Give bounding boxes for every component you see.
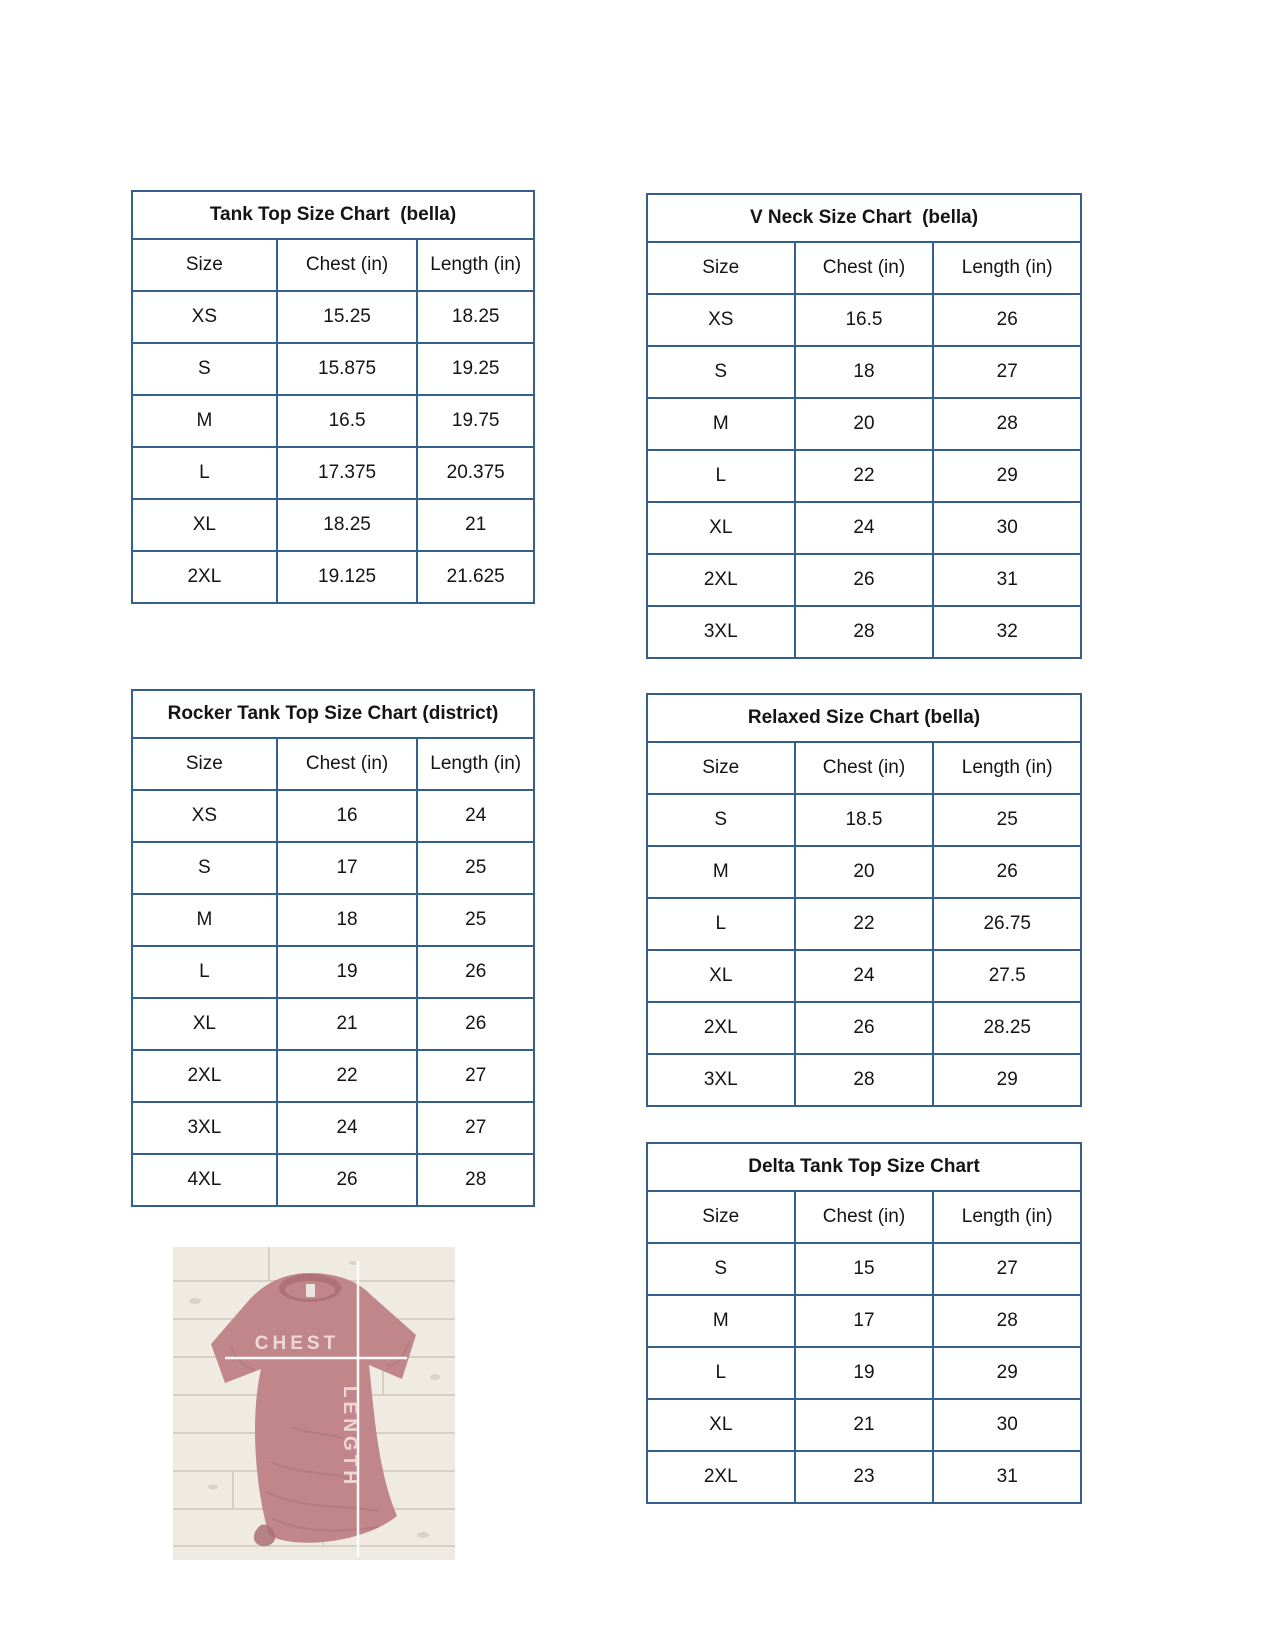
table-cell: 16.5 bbox=[795, 294, 934, 346]
table-cell: 21.625 bbox=[417, 551, 534, 603]
column-header: Chest (in) bbox=[795, 242, 934, 294]
table-cell: M bbox=[132, 894, 277, 946]
column-header: Length (in) bbox=[417, 239, 534, 291]
table-row bbox=[647, 398, 1081, 450]
table-row bbox=[647, 950, 1081, 1002]
table-cell: XL bbox=[647, 950, 795, 1002]
table-cell: 22 bbox=[277, 1050, 418, 1102]
table-row bbox=[132, 291, 534, 343]
table-cell: 17.375 bbox=[277, 447, 418, 499]
table-cell: 27.5 bbox=[933, 950, 1081, 1002]
table-cell: 32 bbox=[933, 606, 1081, 658]
table-cell: L bbox=[647, 450, 795, 502]
table-cell: 21 bbox=[795, 1399, 934, 1451]
table-cell: XL bbox=[132, 499, 277, 551]
table-row bbox=[647, 1054, 1081, 1106]
table-cell: 18.25 bbox=[417, 291, 534, 343]
delta-tank-top-size-chart-table bbox=[646, 1142, 1082, 1504]
v-neck-size-chart-table bbox=[646, 193, 1082, 659]
table-cell: 31 bbox=[933, 554, 1081, 606]
chest-label: CHEST bbox=[254, 1333, 340, 1354]
table-cell: 24 bbox=[417, 790, 534, 842]
table-cell: 28 bbox=[795, 1054, 934, 1106]
table-cell: 27 bbox=[417, 1102, 534, 1154]
table-row bbox=[132, 790, 534, 842]
column-header: Size bbox=[647, 1191, 795, 1243]
table-cell: 24 bbox=[795, 950, 934, 1002]
table-row bbox=[132, 998, 534, 1050]
table-row bbox=[647, 1399, 1081, 1451]
table-cell: L bbox=[132, 946, 277, 998]
table-cell: M bbox=[647, 398, 795, 450]
table-title-row bbox=[647, 1143, 1081, 1191]
table-cell: XL bbox=[647, 502, 795, 554]
table-row bbox=[647, 794, 1081, 846]
table-header-row bbox=[647, 742, 1081, 794]
table-row bbox=[647, 1002, 1081, 1054]
table-cell: 27 bbox=[933, 346, 1081, 398]
table-row bbox=[647, 846, 1081, 898]
table-cell: 31 bbox=[933, 1451, 1081, 1503]
table-cell: 28 bbox=[933, 1295, 1081, 1347]
table-title: Relaxed Size Chart (bella) bbox=[647, 694, 1081, 742]
table-cell: 4XL bbox=[132, 1154, 277, 1206]
table-cell: 20 bbox=[795, 846, 934, 898]
table-row bbox=[132, 1102, 534, 1154]
column-header: Chest (in) bbox=[277, 239, 418, 291]
table-cell: 21 bbox=[277, 998, 418, 1050]
table-row bbox=[132, 395, 534, 447]
table-row bbox=[647, 1347, 1081, 1399]
relaxed-size-chart-table bbox=[646, 693, 1082, 1107]
tank-top-size-chart-table bbox=[131, 190, 535, 604]
table-cell: 2XL bbox=[132, 551, 277, 603]
table-cell: 29 bbox=[933, 1054, 1081, 1106]
table-title: V Neck Size Chart (bella) bbox=[647, 194, 1081, 242]
table-cell: 19.25 bbox=[417, 343, 534, 395]
table-row bbox=[647, 898, 1081, 950]
table-row bbox=[132, 946, 534, 998]
table-cell: 24 bbox=[795, 502, 934, 554]
table-cell: 26 bbox=[417, 946, 534, 998]
table-row bbox=[132, 842, 534, 894]
table-cell: 17 bbox=[277, 842, 418, 894]
table-row bbox=[132, 499, 534, 551]
wood-knot bbox=[417, 1532, 429, 1538]
shirt-measurement-photo bbox=[173, 1247, 455, 1560]
table-row bbox=[647, 1295, 1081, 1347]
column-header: Chest (in) bbox=[795, 742, 934, 794]
table-cell: 24 bbox=[277, 1102, 418, 1154]
table-cell: 27 bbox=[417, 1050, 534, 1102]
shirt-measurement-graphic bbox=[173, 1247, 455, 1560]
table-cell: 17 bbox=[795, 1295, 934, 1347]
table-row bbox=[647, 1243, 1081, 1295]
table-cell: 2XL bbox=[647, 554, 795, 606]
table-cell: 21 bbox=[417, 499, 534, 551]
rocker-tank-top-size-chart-table bbox=[131, 689, 535, 1207]
table-row bbox=[647, 502, 1081, 554]
table-cell: 20.375 bbox=[417, 447, 534, 499]
table-cell: 28 bbox=[933, 398, 1081, 450]
table-cell: 3XL bbox=[132, 1102, 277, 1154]
table-cell: XS bbox=[647, 294, 795, 346]
table-cell: 15 bbox=[795, 1243, 934, 1295]
table-row bbox=[647, 554, 1081, 606]
table-cell: 19 bbox=[277, 946, 418, 998]
table-cell: M bbox=[647, 1295, 795, 1347]
table-title-row bbox=[647, 194, 1081, 242]
table-cell: 20 bbox=[795, 398, 934, 450]
table-cell: 26 bbox=[795, 1002, 934, 1054]
table-row bbox=[132, 447, 534, 499]
table-cell: S bbox=[647, 346, 795, 398]
table-cell: 19.75 bbox=[417, 395, 534, 447]
table-title: Rocker Tank Top Size Chart (district) bbox=[132, 690, 534, 738]
column-header: Length (in) bbox=[933, 242, 1081, 294]
table-cell: 26 bbox=[933, 294, 1081, 346]
wood-knot bbox=[208, 1485, 218, 1490]
table-cell: M bbox=[132, 395, 277, 447]
table-cell: 29 bbox=[933, 1347, 1081, 1399]
table-cell: 15.25 bbox=[277, 291, 418, 343]
wood-knot bbox=[349, 1261, 357, 1265]
column-header: Length (in) bbox=[417, 738, 534, 790]
table-cell: 2XL bbox=[647, 1002, 795, 1054]
table-row bbox=[132, 551, 534, 603]
table-cell: 18.25 bbox=[277, 499, 418, 551]
table-title-row bbox=[132, 191, 534, 239]
table-cell: 18 bbox=[795, 346, 934, 398]
table-cell: 30 bbox=[933, 502, 1081, 554]
table-title-row bbox=[647, 694, 1081, 742]
table-cell: XL bbox=[647, 1399, 795, 1451]
table-cell: S bbox=[132, 842, 277, 894]
column-header: Chest (in) bbox=[277, 738, 418, 790]
table-row bbox=[647, 294, 1081, 346]
table-title: Tank Top Size Chart (bella) bbox=[132, 191, 534, 239]
wood-knot bbox=[430, 1374, 440, 1380]
table-cell: 25 bbox=[417, 894, 534, 946]
table-cell: 18 bbox=[277, 894, 418, 946]
column-header: Chest (in) bbox=[795, 1191, 934, 1243]
table-row bbox=[132, 894, 534, 946]
table-header-row bbox=[132, 239, 534, 291]
table-cell: 3XL bbox=[647, 606, 795, 658]
table-cell: 30 bbox=[933, 1399, 1081, 1451]
table-cell: L bbox=[647, 898, 795, 950]
table-header-row bbox=[647, 1191, 1081, 1243]
table-cell: 15.875 bbox=[277, 343, 418, 395]
table-cell: 26 bbox=[933, 846, 1081, 898]
table-cell: XL bbox=[132, 998, 277, 1050]
wood-knot bbox=[189, 1298, 201, 1304]
table-cell: 26 bbox=[417, 998, 534, 1050]
table-cell: 26 bbox=[277, 1154, 418, 1206]
column-header: Length (in) bbox=[933, 1191, 1081, 1243]
table-cell: 25 bbox=[933, 794, 1081, 846]
column-header: Size bbox=[647, 742, 795, 794]
table-cell: 26.75 bbox=[933, 898, 1081, 950]
tshirt-tag bbox=[306, 1284, 315, 1297]
table-cell: 19 bbox=[795, 1347, 934, 1399]
table-cell: 18.5 bbox=[795, 794, 934, 846]
table-cell: L bbox=[132, 447, 277, 499]
table-cell: S bbox=[647, 1243, 795, 1295]
table-cell: L bbox=[647, 1347, 795, 1399]
table-cell: 3XL bbox=[647, 1054, 795, 1106]
table-row bbox=[132, 1050, 534, 1102]
table-cell: 28 bbox=[417, 1154, 534, 1206]
table-title: Delta Tank Top Size Chart bbox=[647, 1143, 1081, 1191]
table-cell: 16 bbox=[277, 790, 418, 842]
table-row bbox=[647, 346, 1081, 398]
table-cell: 22 bbox=[795, 898, 934, 950]
table-row bbox=[647, 1451, 1081, 1503]
column-header: Length (in) bbox=[933, 742, 1081, 794]
table-cell: S bbox=[132, 343, 277, 395]
table-row bbox=[132, 1154, 534, 1206]
table-cell: S bbox=[647, 794, 795, 846]
table-cell: XS bbox=[132, 790, 277, 842]
table-cell: 23 bbox=[795, 1451, 934, 1503]
table-cell: 2XL bbox=[132, 1050, 277, 1102]
table-cell: 27 bbox=[933, 1243, 1081, 1295]
column-header: Size bbox=[132, 738, 277, 790]
table-header-row bbox=[647, 242, 1081, 294]
table-row bbox=[647, 606, 1081, 658]
column-header: Size bbox=[132, 239, 277, 291]
length-label: LENGTH bbox=[339, 1385, 360, 1489]
table-cell: 29 bbox=[933, 450, 1081, 502]
table-cell: 22 bbox=[795, 450, 934, 502]
column-header: Size bbox=[647, 242, 795, 294]
table-row bbox=[647, 450, 1081, 502]
table-cell: 16.5 bbox=[277, 395, 418, 447]
table-cell: 26 bbox=[795, 554, 934, 606]
table-row bbox=[132, 343, 534, 395]
table-cell: 28.25 bbox=[933, 1002, 1081, 1054]
table-header-row bbox=[132, 738, 534, 790]
table-title-row bbox=[132, 690, 534, 738]
table-cell: 28 bbox=[795, 606, 934, 658]
table-cell: 2XL bbox=[647, 1451, 795, 1503]
table-cell: M bbox=[647, 846, 795, 898]
table-cell: XS bbox=[132, 291, 277, 343]
table-cell: 19.125 bbox=[277, 551, 418, 603]
table-cell: 25 bbox=[417, 842, 534, 894]
